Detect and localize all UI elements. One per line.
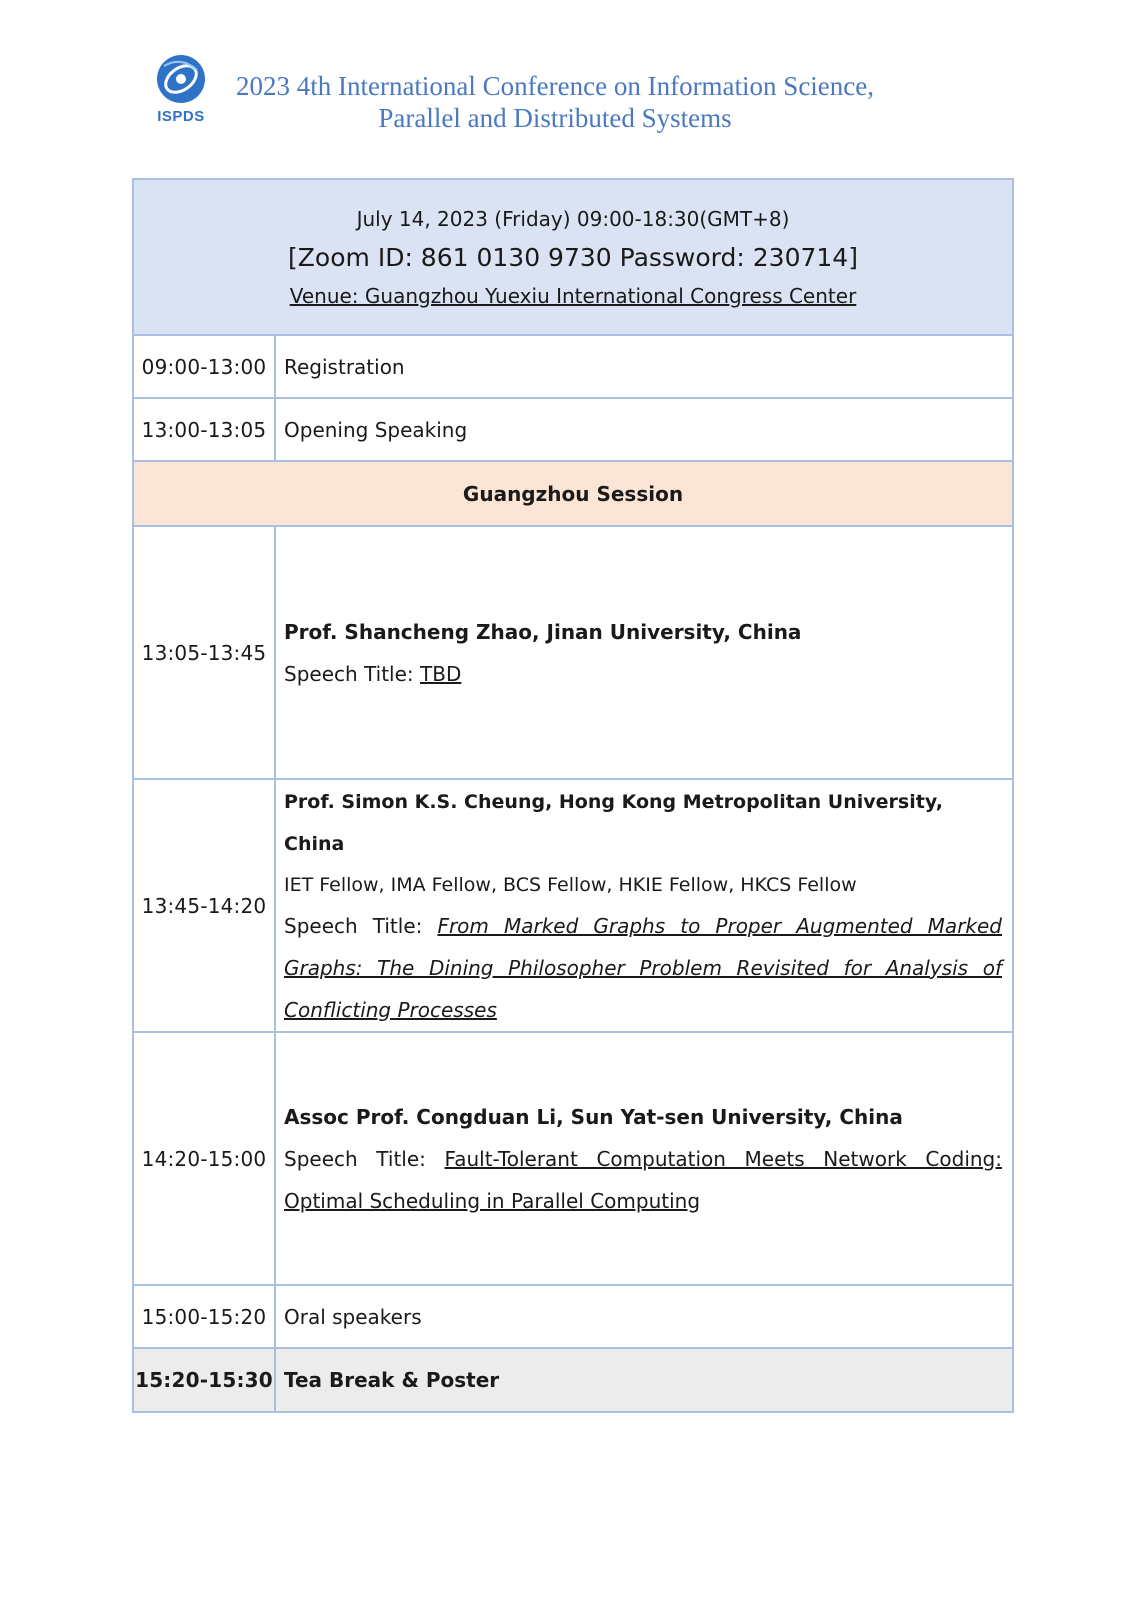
conference-title-line1: 2023 4th International Conference on Information Science,	[235, 71, 875, 101]
row-text: Opening Speaking	[284, 417, 468, 442]
time-cell: 13:05-13:45	[134, 527, 276, 778]
table-row-tea-break	[134, 1347, 1012, 1411]
schedule-banner	[134, 180, 1012, 334]
speech-title-line	[284, 653, 1006, 695]
speech-title: TBD	[420, 661, 462, 686]
conference-title-line2: Parallel and Distributed Systems	[378, 103, 732, 133]
speaker-name: Prof. Shancheng Zhao, Jinan University, China	[284, 619, 802, 644]
content-cell	[276, 1349, 1012, 1411]
row-text: Oral speakers	[284, 1304, 422, 1329]
time-cell: 15:00-15:20	[134, 1286, 276, 1347]
speech-title-label: Speech Title:	[284, 913, 438, 938]
schedule-table	[132, 178, 1014, 1413]
table-row-registration	[134, 334, 1012, 397]
banner-zoom-info: [Zoom ID: 861 0130 9730 Password: 230714]	[288, 242, 858, 272]
banner-venue: Venue: Guangzhou Yuexiu International Congress Center	[289, 283, 857, 308]
speech-title-line	[284, 905, 1006, 1031]
table-row-talk1	[134, 525, 1012, 778]
speech-title: Fault-Tolerant Computation Meets Network Coding: Optimal Scheduling in Parallel Computing	[284, 1146, 1002, 1213]
speech-title: From Marked Graphs to Proper Augmented Marked Graphs: The Dining Philosopher Problem Revisited for Analysis of Conflicting Processes	[284, 913, 1002, 1022]
page-header	[0, 0, 1126, 150]
speech-title-label: Speech Title:	[284, 661, 420, 686]
conference-title	[225, 70, 885, 134]
content-cell	[276, 336, 1012, 397]
row-text: Tea Break & Poster	[284, 1368, 500, 1392]
speaker-name: Assoc Prof. Congduan Li, Sun Yat-sen University, China	[284, 1104, 903, 1129]
content-cell	[276, 1286, 1012, 1347]
banner-date: July 14, 2023 (Friday) 09:00-18:30(GMT+8)	[356, 206, 790, 231]
speech-title-label: Speech Title:	[284, 1146, 445, 1171]
ispds-logo-icon	[150, 52, 212, 108]
speaker-fellowships: IET Fellow, IMA Fellow, BCS Fellow, HKIE Fellow, HKCS Fellow	[284, 873, 857, 896]
table-row-talk3	[134, 1031, 1012, 1284]
table-row-opening	[134, 397, 1012, 460]
table-row-talk2	[134, 778, 1012, 1031]
speaker-name: Prof. Simon K.S. Cheung, Hong Kong Metropolitan University, China	[284, 790, 943, 855]
table-row-oral	[134, 1284, 1012, 1347]
content-cell	[276, 780, 1012, 1031]
session-header	[134, 460, 1012, 525]
time-cell: 09:00-13:00	[134, 336, 276, 397]
session-title: Guangzhou Session	[462, 481, 684, 506]
content-cell	[276, 399, 1012, 460]
ispds-logo	[150, 52, 212, 130]
content-cell	[276, 1033, 1012, 1284]
speech-title-line	[284, 1138, 1006, 1222]
logo-text: ISPDS	[157, 108, 205, 125]
time-cell: 15:20-15:30	[134, 1349, 276, 1411]
time-cell: 14:20-15:00	[134, 1033, 276, 1284]
time-cell: 13:45-14:20	[134, 780, 276, 1031]
content-cell	[276, 527, 1012, 778]
row-text: Registration	[284, 354, 405, 379]
time-cell: 13:00-13:05	[134, 399, 276, 460]
